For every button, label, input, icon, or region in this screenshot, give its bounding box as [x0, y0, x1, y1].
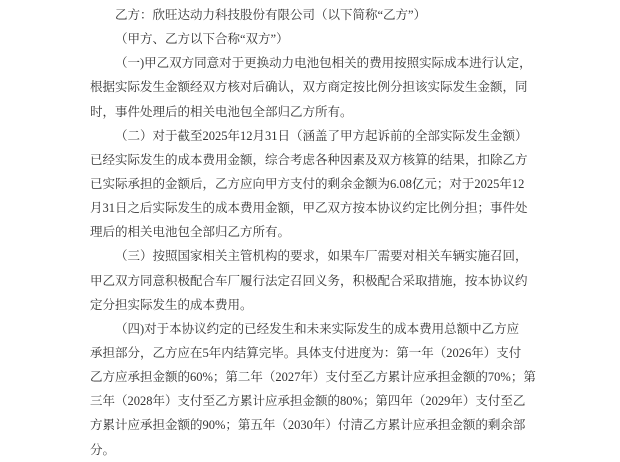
document-line: 时，事件处理后的相关电池包全部归乙方所有。: [90, 104, 353, 119]
document-line: 定分担实际发生的成本费用。: [90, 297, 253, 312]
document-line: 分。: [90, 442, 116, 457]
document-line: （一)甲乙双方同意对于更换动力电池包相关的费用按照实际成本进行认定，: [115, 56, 532, 71]
document-line: 理后的相关电池包全部归乙方所有。: [90, 225, 291, 240]
document-line: 方累计应承担金额的90%；第五年（2030年）付清乙方累计应承担金额的剩余部: [90, 418, 526, 433]
document-line: （三）按照国家相关主管机构的要求，如果车厂需要对相关车辆实施召回，: [115, 249, 528, 264]
document-line: 已实际承担的金额后，乙方应向甲方支付的剩余金额为6.08亿元；对于2025年12: [90, 176, 525, 191]
document-line: 已经实际发生的成本费用金额，综合考虑各种因素及双方核算的结果，扣除乙方: [90, 152, 528, 167]
document-line: 甲乙双方同意积极配合车厂履行法定召回义务，积极配合采取措施，按本协议约: [90, 273, 528, 288]
document-body: [90, 3, 534, 462]
document-line: （甲方、乙方以下合称“双方”）: [115, 32, 289, 47]
document-line: （四)对于本协议约定的已经发生和未来实际发生的成本费用总额中乙方应: [115, 321, 520, 336]
document-line: 月31日之后实际发生的成本费用金额，甲乙双方按本协议约定比例分担；事件处: [90, 201, 528, 216]
document-line: 乙方应承担金额的60%；第二年（2027年）支付至乙方累计应承担金额的70%；第: [90, 370, 536, 385]
document-line: 承担部分，乙方应在5年内结算完毕。具体支付进度为：第一年（2026年）支付: [90, 345, 522, 360]
document-line: 乙方：欣旺达动力科技股份有限公司（以下简称“乙方”）: [115, 8, 427, 22]
document-line: （二）对于截至2025年12月31日（涵盖了甲方起诉前的全部实际发生金额）: [115, 128, 528, 143]
document-line: 三年（2028年）支付至乙方累计应承担金额的80%；第四年（2029年）支付至乙: [90, 394, 526, 409]
document-line: 根据实际发生金额经双方核对后确认，双方商定按比例分担该实际发生金额，同: [90, 80, 528, 95]
